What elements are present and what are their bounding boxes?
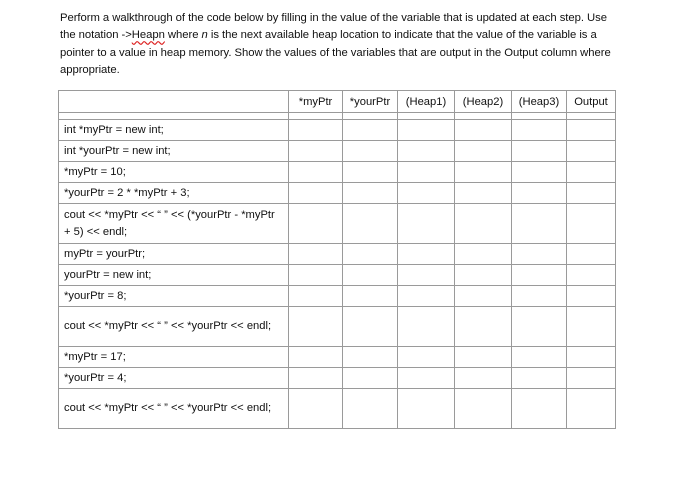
answer-cell[interactable] [512, 389, 567, 429]
answer-cell[interactable] [398, 368, 455, 389]
answer-cell[interactable] [289, 347, 343, 368]
answer-cell[interactable] [398, 389, 455, 429]
answer-cell[interactable] [455, 265, 512, 286]
answer-cell[interactable] [289, 244, 343, 265]
code-cell: cout << *myPtr << “ ” << (*yourPtr - *myPtr + 5) << endl; [59, 204, 289, 244]
answer-cell[interactable] [289, 162, 343, 183]
code-cell: *yourPtr = 4; [59, 368, 289, 389]
header-yourptr: *yourPtr [343, 91, 398, 113]
answer-cell[interactable] [398, 183, 455, 204]
header-output: Output [567, 91, 616, 113]
answer-cell[interactable] [455, 389, 512, 429]
answer-cell[interactable] [567, 347, 616, 368]
answer-cell[interactable] [343, 141, 398, 162]
answer-cell[interactable] [398, 307, 455, 347]
code-cell: int *myPtr = new int; [59, 120, 289, 141]
header-heap2: (Heap2) [455, 91, 512, 113]
spacer-cell [343, 113, 398, 120]
answer-cell[interactable] [289, 307, 343, 347]
answer-cell[interactable] [289, 183, 343, 204]
table-row [59, 347, 616, 368]
answer-cell[interactable] [343, 162, 398, 183]
answer-cell[interactable] [343, 368, 398, 389]
spacer-row [59, 113, 616, 120]
answer-cell[interactable] [455, 368, 512, 389]
code-cell: myPtr = yourPtr; [59, 244, 289, 265]
answer-cell[interactable] [512, 204, 567, 244]
table-row [59, 265, 616, 286]
answer-cell[interactable] [343, 183, 398, 204]
instructions-paragraph [60, 10, 620, 79]
code-cell: yourPtr = new int; [59, 265, 289, 286]
answer-cell[interactable] [289, 204, 343, 244]
answer-cell[interactable] [512, 286, 567, 307]
answer-cell[interactable] [512, 141, 567, 162]
answer-cell[interactable] [455, 307, 512, 347]
code-cell: *yourPtr = 8; [59, 286, 289, 307]
code-cell: cout << *myPtr << “ ” << *yourPtr << endl; [59, 389, 289, 429]
answer-cell[interactable] [343, 265, 398, 286]
answer-cell[interactable] [398, 141, 455, 162]
answer-cell[interactable] [455, 141, 512, 162]
answer-cell[interactable] [567, 389, 616, 429]
header-blank-cell [59, 91, 289, 113]
spacer-cell [398, 113, 455, 120]
table-row [59, 389, 616, 429]
answer-cell[interactable] [455, 162, 512, 183]
table-row [59, 162, 616, 183]
answer-cell[interactable] [567, 244, 616, 265]
answer-cell[interactable] [398, 120, 455, 141]
table-row [59, 120, 616, 141]
answer-cell[interactable] [398, 265, 455, 286]
spacer-cell [512, 113, 567, 120]
answer-cell[interactable] [567, 120, 616, 141]
answer-cell[interactable] [398, 244, 455, 265]
code-cell: *yourPtr = 2 * *myPtr + 3; [59, 183, 289, 204]
answer-cell[interactable] [343, 389, 398, 429]
answer-cell[interactable] [398, 204, 455, 244]
answer-cell[interactable] [398, 286, 455, 307]
answer-cell[interactable] [512, 244, 567, 265]
answer-cell[interactable] [567, 183, 616, 204]
answer-cell[interactable] [398, 347, 455, 368]
instructions-part3: is the next available heap location to indicate that the value of the variable is a pointer to a value in heap memory. Show the values of the variables that are output in the Output column where appropriate. [60, 29, 611, 76]
table-row [59, 244, 616, 265]
answer-cell[interactable] [512, 120, 567, 141]
answer-cell[interactable] [289, 389, 343, 429]
answer-cell[interactable] [567, 204, 616, 244]
spacer-cell [59, 113, 289, 120]
answer-cell[interactable] [343, 244, 398, 265]
answer-cell[interactable] [455, 347, 512, 368]
header-row [59, 91, 616, 113]
answer-cell[interactable] [512, 368, 567, 389]
answer-cell[interactable] [567, 307, 616, 347]
answer-cell[interactable] [455, 286, 512, 307]
answer-cell[interactable] [512, 162, 567, 183]
heap-notation: Heapn [131, 29, 165, 42]
answer-cell[interactable] [567, 265, 616, 286]
answer-cell[interactable] [567, 162, 616, 183]
n-variable: n [201, 29, 208, 42]
answer-cell[interactable] [289, 286, 343, 307]
answer-cell[interactable] [343, 204, 398, 244]
answer-cell[interactable] [289, 368, 343, 389]
spacer-cell [289, 113, 343, 120]
answer-cell[interactable] [343, 120, 398, 141]
answer-cell[interactable] [567, 286, 616, 307]
answer-cell[interactable] [512, 347, 567, 368]
answer-cell[interactable] [512, 265, 567, 286]
answer-cell[interactable] [343, 307, 398, 347]
table-row [59, 141, 616, 162]
code-cell: *myPtr = 10; [59, 162, 289, 183]
code-cell: cout << *myPtr << “ ” << *yourPtr << endl; [59, 307, 289, 347]
spacer-cell [455, 113, 512, 120]
answer-cell[interactable] [289, 141, 343, 162]
table-row [59, 286, 616, 307]
answer-cell[interactable] [455, 244, 512, 265]
code-cell: int *yourPtr = new int; [59, 141, 289, 162]
answer-cell[interactable] [512, 183, 567, 204]
answer-cell[interactable] [289, 120, 343, 141]
table-row [59, 368, 616, 389]
answer-cell[interactable] [455, 204, 512, 244]
header-heap1: (Heap1) [398, 91, 455, 113]
instructions-part1: Perform a walkthrough of the code below by filling in the value of the variable that is updated at each step. Use the notation -> [60, 12, 607, 42]
answer-cell[interactable] [567, 368, 616, 389]
answer-cell[interactable] [455, 183, 512, 204]
answer-cell[interactable] [455, 120, 512, 141]
table-row [59, 307, 616, 347]
walkthrough-table [58, 90, 616, 429]
header-myptr: *myPtr [289, 91, 343, 113]
table-row [59, 183, 616, 204]
code-cell: *myPtr = 17; [59, 347, 289, 368]
answer-cell[interactable] [343, 286, 398, 307]
spacer-cell [567, 113, 616, 120]
table-row [59, 204, 616, 244]
answer-cell[interactable] [398, 162, 455, 183]
answer-cell[interactable] [343, 347, 398, 368]
answer-cell[interactable] [289, 265, 343, 286]
answer-cell[interactable] [567, 141, 616, 162]
header-heap3: (Heap3) [512, 91, 567, 113]
instructions-part2: where [164, 29, 202, 42]
answer-cell[interactable] [512, 307, 567, 347]
